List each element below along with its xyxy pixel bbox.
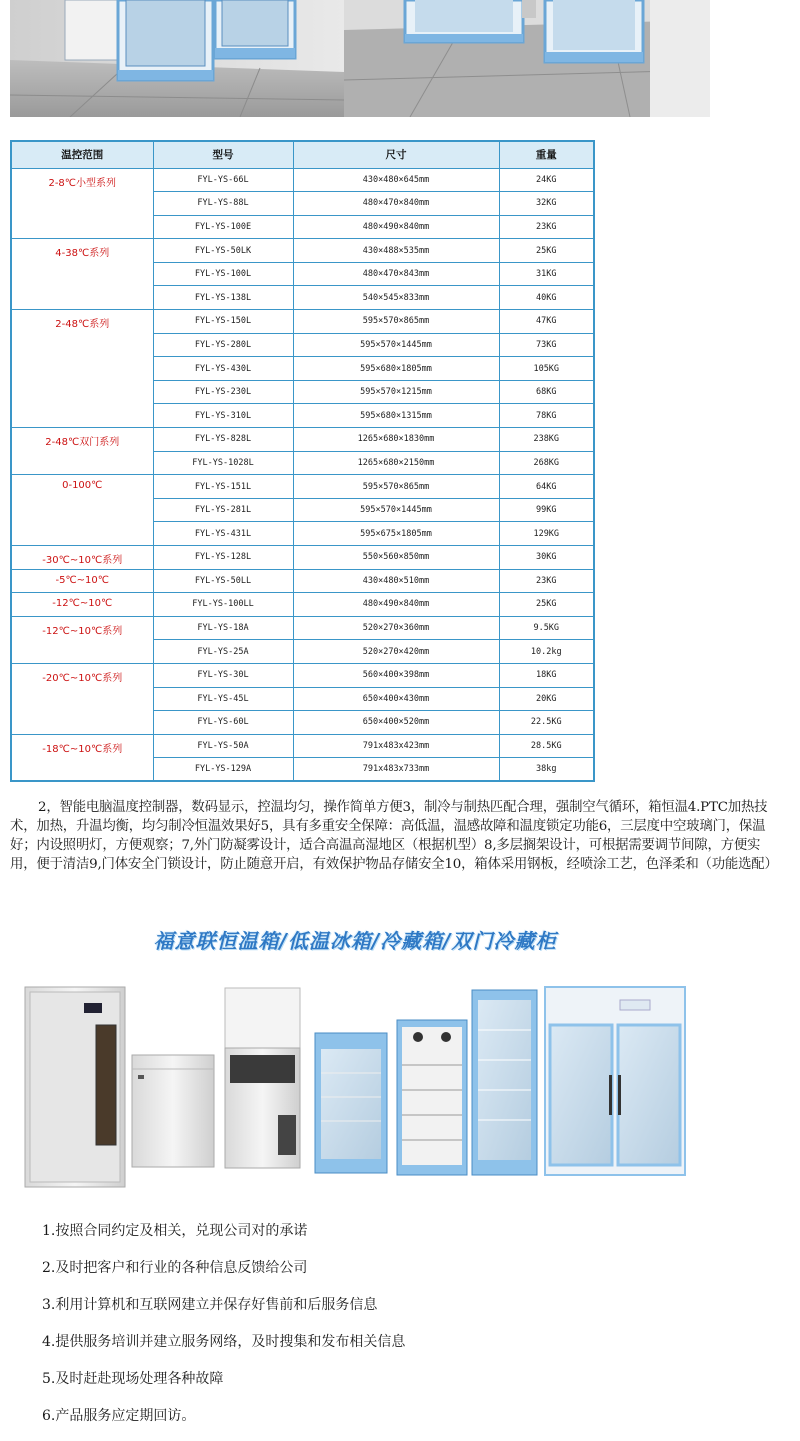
model-cell: FYL-YS-128L bbox=[153, 546, 293, 570]
table-row bbox=[11, 593, 594, 617]
banner-title: 福意联恒温箱/低温冰箱/冷藏箱/双门冷藏柜 bbox=[153, 929, 557, 953]
size-cell: 650×400×430mm bbox=[293, 687, 499, 711]
top-product-photo bbox=[10, 0, 710, 117]
size-cell: 595×570×1445mm bbox=[293, 498, 499, 522]
product-lineup-photo bbox=[20, 965, 710, 1200]
table-row bbox=[11, 663, 594, 687]
model-cell: FYL-YS-66L bbox=[153, 168, 293, 192]
range-cell: -12℃~10℃系列 bbox=[11, 616, 153, 663]
weight-cell: 28.5KG bbox=[499, 734, 594, 758]
model-cell: FYL-YS-151L bbox=[153, 475, 293, 499]
model-cell: FYL-YS-25A bbox=[153, 640, 293, 664]
size-cell: 520×270×360mm bbox=[293, 616, 499, 640]
model-cell: FYL-YS-1028L bbox=[153, 451, 293, 475]
range-cell: -30℃~10℃系列 bbox=[11, 546, 153, 570]
size-cell: 1265×680×1830mm bbox=[293, 428, 499, 452]
model-cell: FYL-YS-430L bbox=[153, 357, 293, 381]
list-item: 5.及时赶赴现场处理各种故障 bbox=[42, 1371, 224, 1387]
model-cell: FYL-YS-45L bbox=[153, 687, 293, 711]
weight-cell: 24KG bbox=[499, 168, 594, 192]
service-list bbox=[42, 1220, 405, 1441]
weight-cell: 25KG bbox=[499, 239, 594, 263]
table-row bbox=[11, 616, 594, 640]
table-row bbox=[11, 569, 594, 593]
size-cell: 595×680×1805mm bbox=[293, 357, 499, 381]
model-cell: FYL-YS-100L bbox=[153, 262, 293, 286]
size-cell: 791x483x423mm bbox=[293, 734, 499, 758]
refrigerators-photo bbox=[10, 0, 710, 117]
size-cell: 595×570×1445mm bbox=[293, 333, 499, 357]
size-cell: 650×400×520mm bbox=[293, 711, 499, 735]
size-cell: 480×490×840mm bbox=[293, 593, 499, 617]
model-cell: FYL-YS-138L bbox=[153, 286, 293, 310]
weight-cell: 129KG bbox=[499, 522, 594, 546]
model-cell: FYL-YS-281L bbox=[153, 498, 293, 522]
size-cell: 480×490×840mm bbox=[293, 215, 499, 239]
range-cell: -18℃~10℃系列 bbox=[11, 734, 153, 781]
model-cell: FYL-YS-431L bbox=[153, 522, 293, 546]
range-cell: 2-8℃小型系列 bbox=[11, 168, 153, 239]
model-cell: FYL-YS-30L bbox=[153, 663, 293, 687]
model-cell: FYL-YS-50A bbox=[153, 734, 293, 758]
range-cell: 0-100℃ bbox=[11, 475, 153, 546]
model-cell: FYL-YS-230L bbox=[153, 380, 293, 404]
header-size: 尺寸 bbox=[293, 141, 499, 168]
weight-cell: 30KG bbox=[499, 546, 594, 570]
model-cell: FYL-YS-310L bbox=[153, 404, 293, 428]
list-item: 2.及时把客户和行业的各种信息反馈给公司 bbox=[42, 1260, 308, 1276]
size-cell: 430×488×535mm bbox=[293, 239, 499, 263]
range-cell: 2-48℃双门系列 bbox=[11, 428, 153, 475]
weight-cell: 47KG bbox=[499, 310, 594, 334]
header-range: 温控范围 bbox=[11, 141, 153, 168]
weight-cell: 105KG bbox=[499, 357, 594, 381]
weight-cell: 68KG bbox=[499, 380, 594, 404]
weight-cell: 73KG bbox=[499, 333, 594, 357]
table-row bbox=[11, 546, 594, 570]
feature-paragraph: 2，智能电脑温度控制器，数码显示，控温均匀，操作简单方便3，制冷与制热匹配合理，强制空气循环，箱恒温4.PTC加热技术，加热，升温均衡，均匀制冷恒温效果好5，具有多重安全保障：高低温，温感故障和温度锁定功能6，三层度中空玻璃门，保温好；内设照明灯，方便观察；7,外门防凝雾设计，适合高温高湿地区（根据机型）8,多层搁架设计，可根据需要调节间隙，方便实用，便于清洁9,门体安全门锁设计，防止随意开启，有效保护物品存储安全10，箱体采用钢板，经喷涂工艺，色泽柔和（功能选配） bbox=[10, 800, 778, 872]
weight-cell: 20KG bbox=[499, 687, 594, 711]
weight-cell: 40KG bbox=[499, 286, 594, 310]
table-row bbox=[11, 734, 594, 758]
size-cell: 520×270×420mm bbox=[293, 640, 499, 664]
model-cell: FYL-YS-50LK bbox=[153, 239, 293, 263]
size-cell: 480×470×840mm bbox=[293, 192, 499, 216]
header-model: 型号 bbox=[153, 141, 293, 168]
model-cell: FYL-YS-100E bbox=[153, 215, 293, 239]
weight-cell: 268KG bbox=[499, 451, 594, 475]
weight-cell: 23KG bbox=[499, 569, 594, 593]
model-cell: FYL-YS-828L bbox=[153, 428, 293, 452]
product-lineup-illustration bbox=[20, 965, 710, 1200]
table-header-row bbox=[11, 141, 594, 168]
table-row bbox=[11, 475, 594, 499]
list-item: 1.按照合同约定及相关，兑现公司对的承诺 bbox=[42, 1223, 308, 1239]
range-cell: -5℃~10℃ bbox=[11, 569, 153, 593]
size-cell: 595×570×865mm bbox=[293, 310, 499, 334]
size-cell: 595×570×1215mm bbox=[293, 380, 499, 404]
size-cell: 595×680×1315mm bbox=[293, 404, 499, 428]
size-cell: 560×400×398mm bbox=[293, 663, 499, 687]
size-cell: 480×470×843mm bbox=[293, 262, 499, 286]
size-cell: 430×480×510mm bbox=[293, 569, 499, 593]
header-weight: 重量 bbox=[499, 141, 594, 168]
model-cell: FYL-YS-18A bbox=[153, 616, 293, 640]
list-item: 4.提供服务培训并建立服务网络，及时搜集和发布相关信息 bbox=[42, 1334, 406, 1350]
model-cell: FYL-YS-60L bbox=[153, 711, 293, 735]
table-row bbox=[11, 239, 594, 263]
list-item: 3.利用计算机和互联网建立并保存好售前和后服务信息 bbox=[42, 1297, 378, 1313]
model-cell: FYL-YS-150L bbox=[153, 310, 293, 334]
weight-cell: 64KG bbox=[499, 475, 594, 499]
range-cell: -12℃~10℃ bbox=[11, 593, 153, 617]
table-row bbox=[11, 428, 594, 452]
size-cell: 540×545×833mm bbox=[293, 286, 499, 310]
spec-table bbox=[10, 140, 595, 782]
weight-cell: 10.2kg bbox=[499, 640, 594, 664]
size-cell: 430×480×645mm bbox=[293, 168, 499, 192]
weight-cell: 23KG bbox=[499, 215, 594, 239]
range-cell: 2-48℃系列 bbox=[11, 310, 153, 428]
weight-cell: 78KG bbox=[499, 404, 594, 428]
weight-cell: 25KG bbox=[499, 593, 594, 617]
table-row bbox=[11, 168, 594, 192]
range-cell: 4-38℃系列 bbox=[11, 239, 153, 310]
weight-cell: 22.5KG bbox=[499, 711, 594, 735]
weight-cell: 31KG bbox=[499, 262, 594, 286]
size-cell: 595×570×865mm bbox=[293, 475, 499, 499]
size-cell: 1265×680×2150mm bbox=[293, 451, 499, 475]
size-cell: 550×560×850mm bbox=[293, 546, 499, 570]
range-cell: -20℃~10℃系列 bbox=[11, 663, 153, 734]
weight-cell: 32KG bbox=[499, 192, 594, 216]
size-cell: 791x483x733mm bbox=[293, 758, 499, 782]
size-cell: 595×675×1805mm bbox=[293, 522, 499, 546]
weight-cell: 238KG bbox=[499, 428, 594, 452]
table-row bbox=[11, 310, 594, 334]
model-cell: FYL-YS-280L bbox=[153, 333, 293, 357]
model-cell: FYL-YS-50LL bbox=[153, 569, 293, 593]
weight-cell: 18KG bbox=[499, 663, 594, 687]
weight-cell: 38kg bbox=[499, 758, 594, 782]
model-cell: FYL-YS-88L bbox=[153, 192, 293, 216]
weight-cell: 99KG bbox=[499, 498, 594, 522]
list-item: 6.产品服务应定期回访。 bbox=[42, 1408, 196, 1424]
model-cell: FYL-YS-100LL bbox=[153, 593, 293, 617]
model-cell: FYL-YS-129A bbox=[153, 758, 293, 782]
weight-cell: 9.5KG bbox=[499, 616, 594, 640]
